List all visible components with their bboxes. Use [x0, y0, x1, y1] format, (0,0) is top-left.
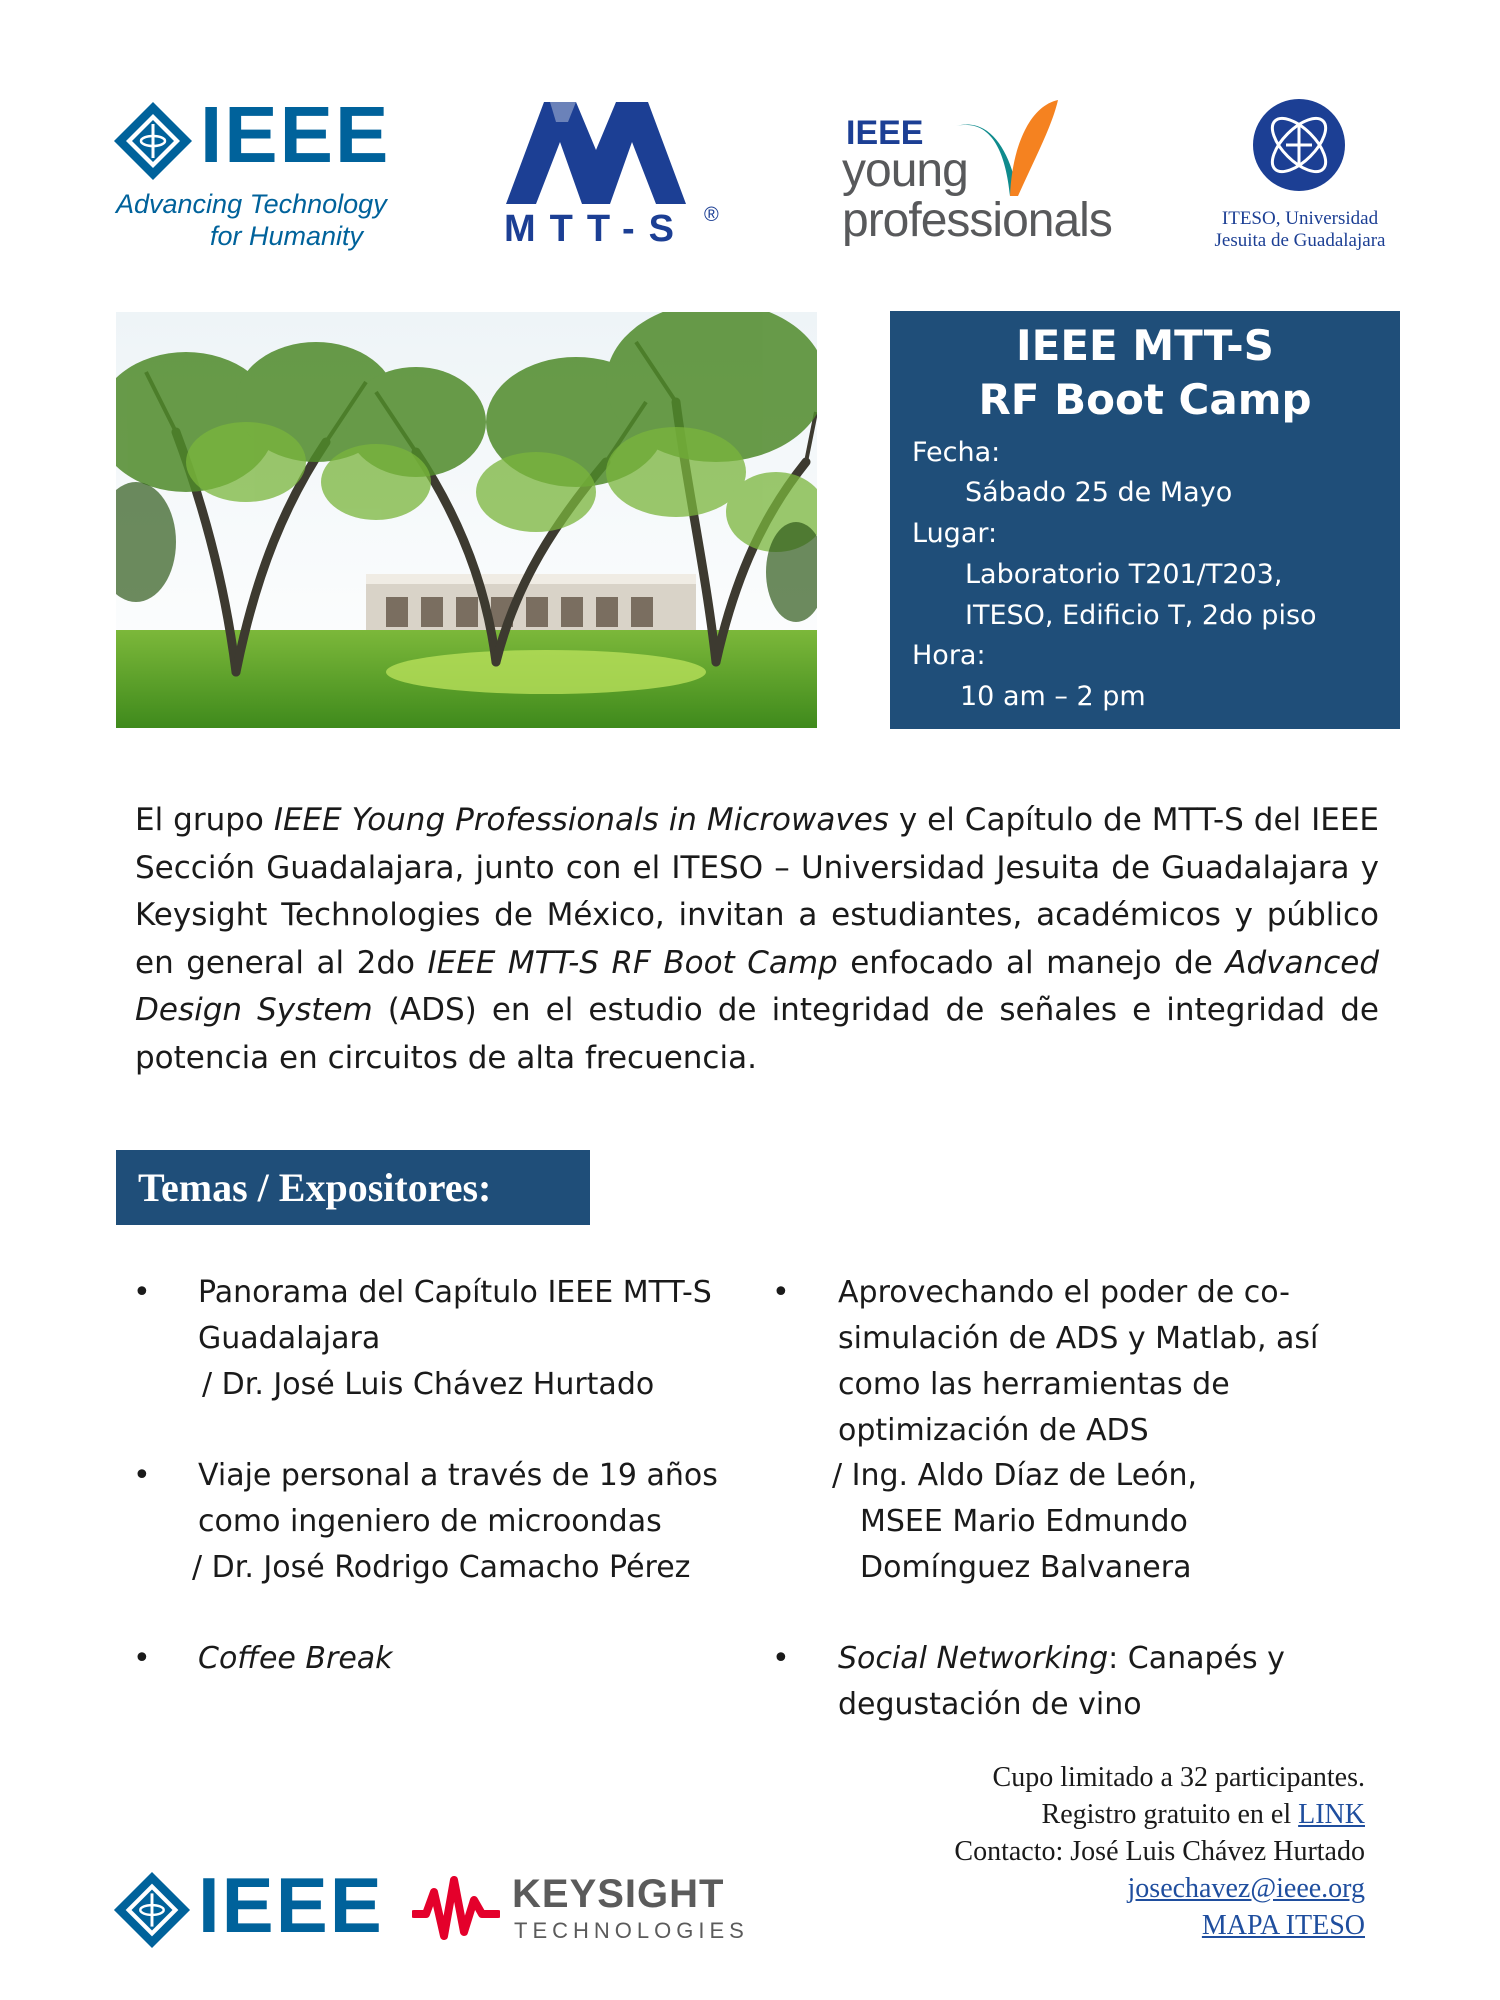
event-info-box — [890, 311, 1400, 729]
bullet-icon: • — [133, 1641, 151, 1676]
mtts-wordmark: MTT-S — [504, 208, 688, 250]
ieee-tagline-2: for Humanity — [210, 221, 364, 251]
keysight-wave-icon — [412, 1874, 500, 1944]
topic-4-speaker-2: MSEE Mario Edmundo — [860, 1504, 1188, 1539]
topic-4-speaker-1: / Ing. Aldo Díaz de León, — [832, 1458, 1198, 1493]
iteso-emblem-icon — [1252, 98, 1346, 192]
registered-mark: ® — [704, 204, 719, 226]
fecha-label: Fecha: — [912, 437, 1001, 468]
topic-2-line-2: como ingeniero de microondas — [198, 1504, 662, 1539]
topic-1-speaker: / Dr. José Luis Chávez Hurtado — [202, 1367, 655, 1402]
intro-text-4: (ADS) en el estudio de integridad de señales e integridad de potencia en circuitos de alta frecuencia. — [135, 992, 1379, 1076]
registro-text: Registro gratuito en el — [1041, 1799, 1299, 1830]
topic-1-line-1: Panorama del Capítulo IEEE MTT-S — [198, 1275, 712, 1310]
intro-text-2: y el Capítulo de MTT-S del IEEE Sección Guadalajara, junto con el ITESO – Universidad Jesuita de Guadalajara y Keysight Technologies de México, invitan a estudiantes, académicos y público en general al 2do — [135, 802, 1379, 981]
cupo-text: Cupo limitado a 32 participantes. — [992, 1762, 1365, 1793]
registro-link[interactable]: LINK — [1298, 1799, 1365, 1830]
topic-1-line-2: Guadalajara — [198, 1321, 381, 1356]
lugar-value-1: Laboratorio T201/T203, — [965, 559, 1283, 590]
topic-3-coffee-break: Coffee Break — [198, 1641, 393, 1676]
intro-text-3: enfocado al manejo de — [837, 944, 1226, 981]
keysight-technologies: TECHNOLOGIES — [514, 1918, 749, 1943]
topic-4-line-2: simulación de ADS y Matlab, así — [838, 1321, 1319, 1356]
topic-4-line-1: Aprovechando el poder de co- — [838, 1275, 1291, 1310]
yp-ieee-word: IEEE — [846, 114, 924, 152]
mapa-iteso-link[interactable]: MAPA ITESO — [1201, 1910, 1365, 1941]
ieee-diamond-icon — [112, 1870, 192, 1950]
topic-2-speaker: / Dr. José Rodrigo Camacho Pérez — [192, 1550, 691, 1585]
ieee-wordmark: IEEE — [198, 1861, 384, 1949]
topic-4-speaker-3: Domínguez Balvanera — [860, 1550, 1192, 1585]
keysight-wordmark: KEYSIGHT — [512, 1872, 725, 1916]
intro-text-1: El grupo — [135, 802, 274, 838]
event-title-line-2: RF Boot Camp — [978, 375, 1312, 424]
event-title-line-1: IEEE MTT-S — [1016, 321, 1274, 370]
hora-value: 10 am – 2 pm — [960, 681, 1146, 712]
intro-em-bootcamp: IEEE MTT-S RF Boot Camp — [427, 944, 838, 981]
ieee-diamond-icon — [112, 100, 194, 182]
section-header — [116, 1150, 590, 1225]
yp-young-word: young — [842, 144, 968, 197]
section-title: Temas / Expositores: — [138, 1165, 492, 1210]
bullet-icon: • — [772, 1275, 790, 1310]
bullet-icon: • — [772, 1641, 790, 1676]
iteso-line-2: Jesuita de Guadalajara — [1214, 230, 1386, 251]
topic-5-social-networking: Social Networking — [838, 1641, 1109, 1676]
topic-5-line-1 — [838, 1636, 1285, 1682]
fecha-value: Sábado 25 de Mayo — [965, 477, 1233, 508]
bullet-icon: • — [133, 1458, 151, 1493]
topic-4-line-3: como las herramientas de — [838, 1367, 1230, 1402]
keysight-logo — [412, 1866, 749, 1956]
mtts-logo — [500, 100, 730, 260]
ieee-logo-bottom — [112, 1861, 384, 1956]
yp-leaf-icon — [952, 96, 1062, 202]
ieee-logo-top — [112, 90, 397, 256]
hora-label: Hora: — [912, 640, 986, 671]
campus-photo-illustration — [116, 312, 817, 728]
lugar-value-2: ITESO, Edificio T, 2do piso — [965, 600, 1317, 631]
iteso-logo — [1200, 96, 1400, 256]
ieee-wordmark: IEEE — [200, 90, 391, 179]
footer-info — [800, 1759, 1365, 1944]
campus-photo — [116, 312, 817, 728]
yp-professionals-word: professionals — [842, 194, 1112, 247]
bullet-icon: • — [133, 1275, 151, 1310]
mtts-emblem-icon — [506, 100, 686, 206]
lugar-label: Lugar: — [912, 518, 998, 549]
ieee-tagline-1: Advancing Technology — [116, 189, 387, 219]
intro-em-ads: Advanced Design System — [135, 944, 1380, 1028]
intro-em-ypm: IEEE Young Professionals in Microwaves — [273, 802, 889, 838]
topic-5-rest: : Canapés y — [1108, 1641, 1285, 1676]
contacto-text: Contacto: José Luis Chávez Hurtado — [954, 1836, 1365, 1867]
topic-2-line-1: Viaje personal a través de 19 años — [198, 1458, 718, 1493]
iteso-line-1: ITESO, Universidad — [1221, 208, 1379, 229]
young-professionals-logo — [840, 96, 1110, 256]
intro-paragraph — [135, 797, 1379, 1082]
topic-5-line-2: degustación de vino — [838, 1687, 1142, 1722]
topic-4-line-4: optimización de ADS — [838, 1413, 1149, 1448]
email-link[interactable]: josechavez@ieee.org — [1127, 1873, 1365, 1904]
registro-line — [800, 1796, 1365, 1833]
